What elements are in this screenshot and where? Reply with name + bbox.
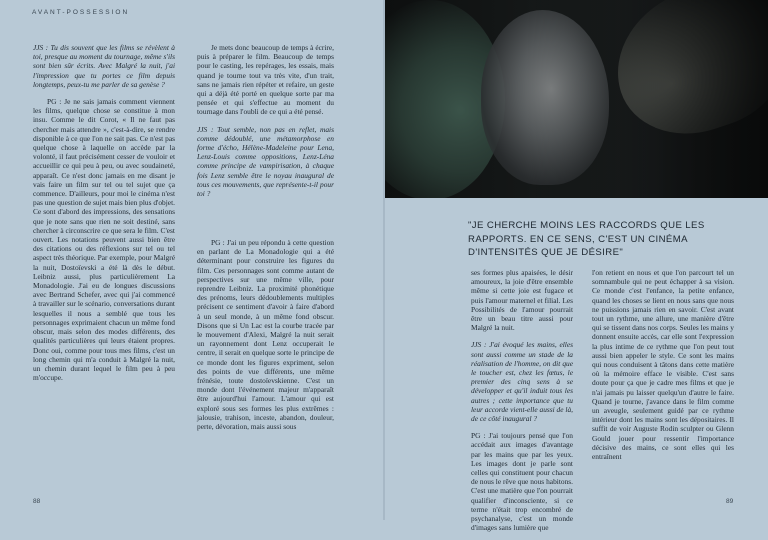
interview-answer: PG : J'ai un peu répondu à cette question en parlant de La Monadologie qui a été déterminant pour construire les figures du film. Ces personnages sont comme autant de perspectives sur une même ville, pour reprendre Leibniz. La proximité phonétique des prénoms, leurs dédoublements multiples précisent ce sentiment d'avoir à faire d'abord à un seul monde, à un même fond obscur. Disons que si Un Lac est la courbe tracée par le mouvement d'Alexi, Malgré la nuit serait un rayonnement dont Lenz occuperait le centre, il serait en quelque sorte le principe de ce monde dont les figures expriment, selon des points de vue différents, une même frénésie, toute dostoïevskienne. C'est un monde dont l'événement majeur m'apparaît être aujourd'hui l'amour. L'amour qui est exploré sous ses formes les plus extrêmes : jalousie, trahison, inceste, abandon, douleur, perte, dévoration, mais aussi sous	[197, 238, 334, 432]
interview-answer: PG : J'ai toujours pensé que l'on accédait aux images d'avantage par les mains que par les yeux. Les images dont je parle sont celles qui constituent pour chacun de nous le rêve que nous habitons. C'est une matière que l'on pourrait qualifier d'inconsciente, si ce terme n'était trop encombré de psychanalyse, c'est un monde d'images sans lumière que	[471, 431, 573, 533]
text-column-2	[197, 43, 334, 206]
interview-answer: l'on retient en nous et que l'on parcourt tel un somnambule qui ne peut échapper à sa vision. Ce monde c'est l'enfance, la petite enfance, quand les choses se lient en nous sans que nous ne puissions jamais rien en savoir. C'est avant tout un rythme, une allure, une manière d'être qui se tissent dans nos corps. Seules les mains y donnent ensuite accès, car elle sont l'expression la plus intime de ce rythme que l'on peut tout aussi bien appeler le style. Ce sont les mains qui nous conduisent à tâtons dans cette matière où la mémoire efface le visible. C'est sans doute pour ça que je cadre mes films et que je n'ai jamais pu laisser quelqu'un d'autre le faire. Quand je tourne, j'avance dans le film comme un aveugle, seulement guidé par ce rythme intérieur dont les mains sont les dépositaires. Il suffit de voir Auguste Rodin sculpter ou Glenn Gould jouer pour ressentir l'importance décisive des mains, ce sont elles qui les entraînent	[592, 268, 734, 462]
photo-shadow	[525, 0, 768, 198]
film-still-photo	[385, 0, 768, 198]
section-label: AVANT-POSSESSION	[32, 9, 130, 16]
text-column-1	[33, 43, 175, 390]
page-number-right: 89	[726, 498, 734, 505]
interview-answer: PG : Je ne sais jamais comment viennent les films, quelque chose se constitue à mon insu. Comme le dit Corot, « Il ne faut pas chercher mais attendre », c'est-à-dire, se rendre disponible à ce que l'on ne sait pas. Ce n'est pas quelque chose à laquelle on accède par la volonté, il faut précisément cesser de vouloir et accueillir ce qui peu à peu, ou avec soudaineté, apparaît. Ce n'est donc jamais en me disant je vais faire un film sur tel ou tel sujet que ça commence. D'ailleurs, pour moi le cinéma n'est pas une question de sujet mais bien plus d'objet. Ce sont d'abord des impressions, des sensations que je note sans que rien ne soit destiné, sans chercher à circonscrire ce que sera le film. C'est ouvert. Les notations peuvent aussi bien être des citations ou des réflexions sur tel ou tel aspect très théorique. Par exemple, pour Malgré la nuit, Dostoïevski a été là dès le début. Leibniz aussi, plus particulièrement La Monadologie. J'ai eu de longues discussions avec Bertrand Schefer, avec qui j'ai commencé à travailler sur le scénario, conversations durant lesquelles il nous a semblé que tous les personnages exprimaient chacun un même fond obscur, mais selon des modes différents, des qualités particulières qui leurs étaient propres. Donc oui, comme pour tous mes films, c'est un long chemin qui m'a conduit à Malgré la nuit, un chemin durant lequel le film peu à peu m'occupe.	[33, 97, 175, 383]
pull-quote: "JE CHERCHE MOINS LES RACCORDS QUE LES RAPPORTS. EN CE SENS, C'EST UN CINÉMA D'INTENSITÉS QUE JE DÉSIRE"	[468, 220, 705, 258]
interview-answer: Je mets donc beaucoup de temps à écrire, puis à préparer le film. Beaucoup de temps pour le casting, les repérages, les essais, mais quand je tourne tout va très vite, d'un trait, sans ne jamais rien répéter et refaire, un geste qui a déjà été porté en quelque sorte par ma pensée et qui s'effectue au moment du tournage dans l'oubli de ce qui a été pensé.	[197, 43, 334, 117]
text-column-2-continued	[197, 238, 334, 439]
interview-answer: ses formes plus apaisées, le désir amoureux, la joie d'être ensemble même si cette joie est fugace et puis l'amour maternel et filial. Les Possibilités de l'amour pourrait être un beau titre aussi pour Malgré la nuit.	[471, 268, 573, 333]
interview-question: JJS : Tout semble, non pas en reflet, mais comme dédoublé, une métamorphose en forme d'écho, Hélène-Madeleine pour Lena, Lenz-Louis comme oppositions, Lenz-Léna comme principe de vampirisation, à chaque fois Lenz semble être le noyau inaugural de tous ces mouvements, que représente-t-il pour toi ?	[197, 124, 334, 199]
interview-question: JJS : Tu dis souvent que les films se révèlent à toi, presque au moment du tournage, même s'ils sont bien sûr écrits. Avec Malgré la nuit, j'ai l'impression que tu portes ce film depuis longtemps, peux-tu me parler de sa genèse ?	[33, 43, 175, 89]
page-number-left: 88	[33, 498, 41, 505]
text-column-3	[471, 268, 573, 540]
text-column-4	[592, 268, 734, 469]
interview-question: JJS : J'ai évoqué les mains, elles sont aussi comme un stade de la réalisation de l'homme, on dit que le toucher est, chez les fœtus, le premier des cinq sens à se développer et qu'il induit tous les autres ; cette importance que tu leur accorde vient-elle aussi de là, de ce côté inaugural ?	[471, 340, 573, 424]
